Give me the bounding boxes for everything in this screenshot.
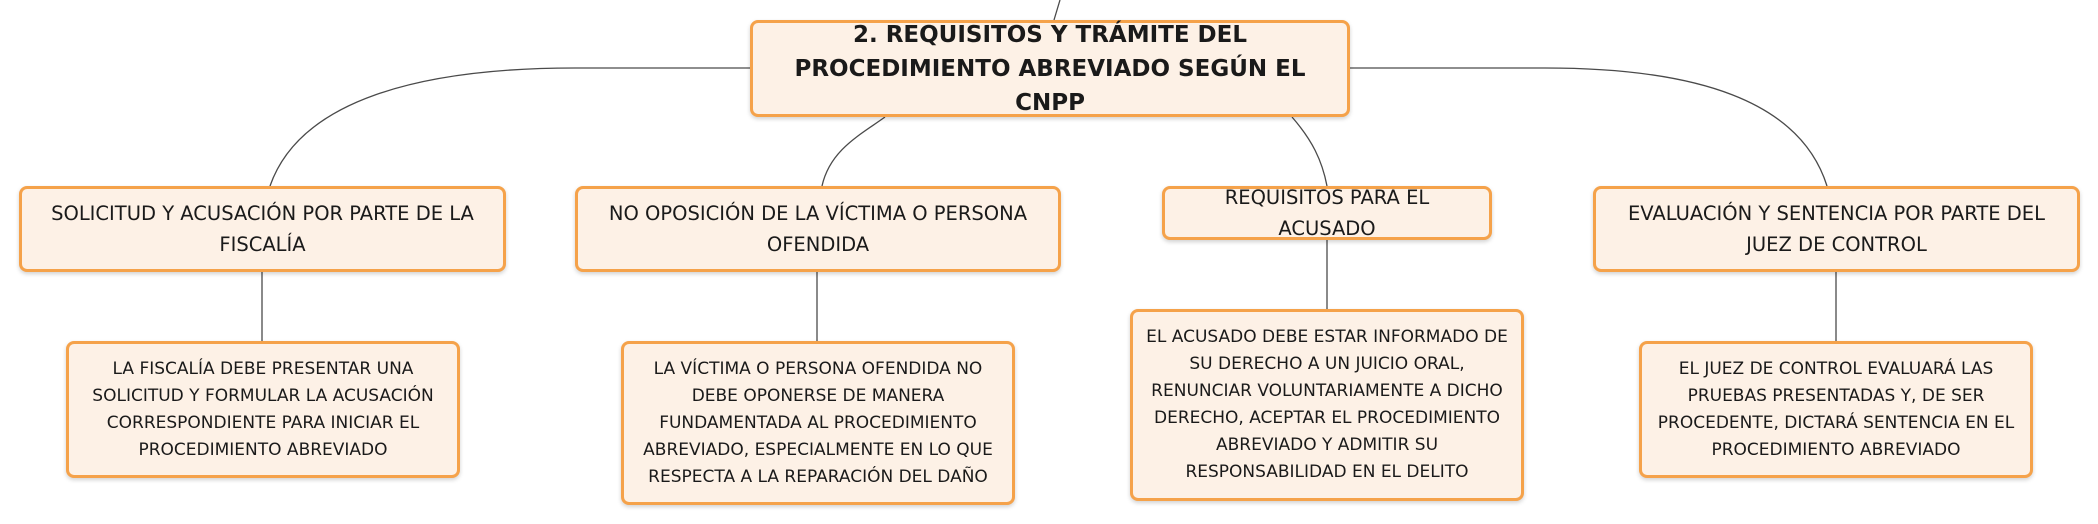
branch-acusado[interactable] bbox=[1162, 186, 1492, 240]
detail-text: LA FISCALÍA DEBE PRESENTAR UNA SOLICITUD Y FORMULAR LA ACUSACIÓN CORRESPONDIENTE PARA INICIAR EL PROCEDIMIENTO ABREVIADO bbox=[92, 358, 434, 460]
detail-text: LA VÍCTIMA O PERSONA OFENDIDA NO DEBE OPONERSE DE MANERA FUNDAMENTADA AL PROCEDIMIENTO ABREVIADO, ESPECIALMENTE EN LO QUE RESPECTA A LA REPARACIÓN DEL DAÑO bbox=[643, 358, 993, 487]
connector-root-to-cat2 bbox=[822, 117, 885, 186]
branch-label: NO OPOSICIÓN DE LA VÍCTIMA O PERSONA OFENDIDA bbox=[608, 202, 1028, 256]
detail-fiscalia[interactable] bbox=[66, 341, 460, 478]
branch-label: REQUISITOS PARA EL ACUSADO bbox=[1224, 186, 1430, 240]
branch-fiscalia[interactable] bbox=[19, 186, 506, 272]
detail-juez[interactable] bbox=[1639, 341, 2033, 478]
detail-text: EL ACUSADO DEBE ESTAR INFORMADO DE SU DERECHO A UN JUICIO ORAL, RENUNCIAR VOLUNTARIAMENTE A DICHO DERECHO, ACEPTAR EL PROCEDIMIENTO ABREVIADO Y ADMITIR SU RESPONSABILIDAD EN EL DELITO bbox=[1146, 327, 1508, 482]
detail-acusado[interactable] bbox=[1130, 309, 1524, 501]
detail-text: EL JUEZ DE CONTROL EVALUARÁ LAS PRUEBAS PRESENTADAS Y, DE SER PROCEDENTE, DICTARÁ SENTENCIA EN EL PROCEDIMIENTO ABREVIADO bbox=[1657, 358, 2015, 460]
branch-victima[interactable] bbox=[575, 186, 1061, 272]
branch-label: EVALUACIÓN Y SENTENCIA POR PARTE DEL JUEZ DE CONTROL bbox=[1627, 202, 2045, 256]
connector-root-to-cat4 bbox=[1350, 68, 1827, 186]
connector-root-to-cat3 bbox=[1292, 117, 1327, 186]
branch-label: SOLICITUD Y ACUSACIÓN POR PARTE DE LA FISCALÍA bbox=[51, 202, 474, 256]
root-topic[interactable] bbox=[750, 20, 1350, 117]
connector-root-to-cat1 bbox=[270, 68, 750, 186]
root-topic-label: 2. REQUISITOS Y TRÁMITE DEL PROCEDIMIENTO ABREVIADO SEGÚN EL CNPP bbox=[794, 21, 1306, 116]
branch-juez[interactable] bbox=[1593, 186, 2080, 272]
detail-victima[interactable] bbox=[621, 341, 1015, 505]
